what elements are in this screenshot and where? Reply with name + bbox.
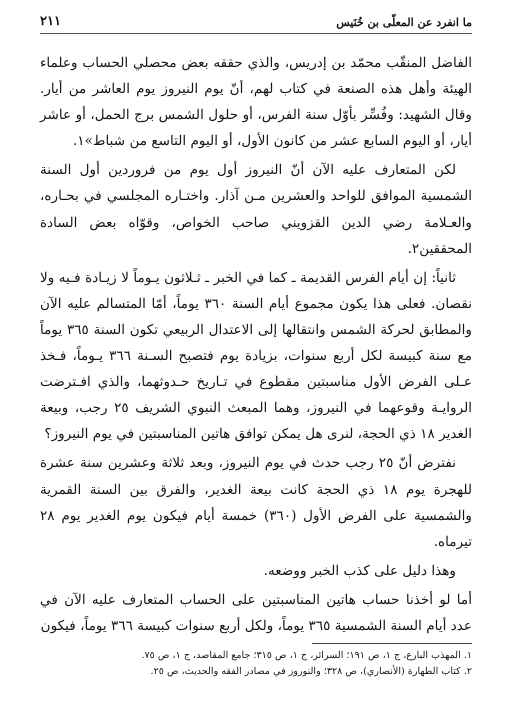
paragraph: لكن المتعارف عليه الآن أنّ النيروز أول يوم من فروردين أول السنة الشمسية الموافق للواحد والعشرين مـن آذار. واختـاره المجلسي في بحـاره، والعـلامة رضي الدين القزويني صاحب الخواص، وقوّاه بعض السادة المحققين٢.: [40, 162, 472, 257]
paragraph: ثانياً: إن أيام الفرس القديمة ـ كما في الخبر ـ ثـلاثون يـوماً لا زيـادة فـيه ولا نقصان. فعلى هذا يكون مجموع أيام السنة ٣٦٠ يوماً، أمّا المتسالم عليه الآن والمطابق لحركة الشمس وانتقالها إلى الاعتدال الربيعي تكون السنة ٣٦٥ يوماً مع سنة كبيسة لكل أربع سنوات، بزيادة يوم فتصبح السـنة ٣٦٦ يـوماً، فـخذ عـلى الفرض الأول مناسبتين مقطوع في تـاريخ حـدوثهما، والذي افـترضت الروايـة وقوعهما في النيروز، وهما المبعث النبوي الشريف ٢٥ رجب، وبيعة الغدير ١٨ ذي الحجة، لنرى هل يمكن توافق هاتين المناسبتين في يوم النيروز؟: [40, 269, 473, 443]
paragraph: نفترض أنّ ٢٥ رجب حدث في يوم النيروز، وبعد ثلاثة وعشرين سنة عشرة للهجرة يوم ١٨ ذي الحجة كانت بيعة الغدير، والفرق بين السنة القمرية والشمسية على الفرض الأول (٣٦٠) خمسة أيام فيكون يوم الغدير يوم ٢٨ تيرماه.: [40, 455, 472, 550]
page-body: [40, 50, 472, 639]
footnotes: [40, 643, 472, 680]
page-number: ٢١١: [40, 14, 61, 29]
footnote: ٢. كتاب الطهارة (الأنصاري)، ص ٣٢٨؛ والنوروز في مصادر الفقه والحديث، ص ٢٥.: [150, 666, 472, 677]
footnote: ١. المهذب البارع، ج ١، ص ١٩١؛ السرائر، ج ١، ص ٣١٥؛ جامع المقاصد، ج ١، ص ٧٥.: [141, 650, 472, 661]
running-title: ما انفرد عن المعلّى بن خُنَيس: [336, 16, 472, 29]
paragraph: وهذا دليل على كذب الخبر ووضعه.: [263, 562, 456, 579]
paragraph: أما لو أخذنا حساب هاتين المناسبتين على الحساب المتعارف عليه الآن في عدد أيام السنة الشمسية ٣٦٥ يوماً، ولكل أربع سنوات كبيسة ٣٦٦ يوماً، فيكون: [40, 591, 472, 634]
footnote-divider: [312, 643, 472, 644]
paragraph: الفاضل المنقّب محمّد بن إدريس، والذي حققه بعض محصلي الحساب وعلماء الهيئة وأهل هذه الصنعة في كتاب لهم، أنّ يوم النيروز يوم العاشر من أيار. وقال الشهيد: وفُسِّر بأوّل سنة الفرس، أو حلول الشمس برج الحمل، أو عاشر أيار، أو اليوم السابع عشر من كانون الأول، أو اليوم التاسع من شباط»١.: [40, 55, 472, 150]
page-header: [40, 14, 472, 34]
